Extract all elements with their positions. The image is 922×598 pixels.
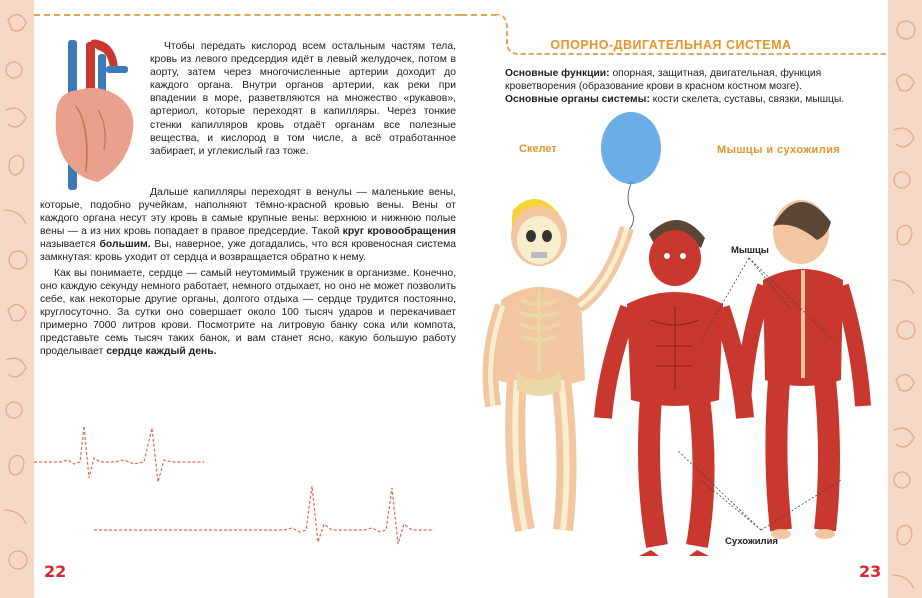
skeleton-label: Скелет — [519, 143, 557, 155]
text-paragraph-1 — [150, 40, 456, 158]
bold-heart-daily: сердце каждый день. — [106, 346, 217, 358]
muscles-label: Мышцы и сухожилия — [717, 144, 841, 156]
bold-circulation-term: круг кровообращения — [342, 226, 457, 238]
paragraph-heart-work-a: Как вы понимаете, сердце — самый неутомимый труженик в организме. Конечно, оно каждую секунду немного работает, немного отдыхает, но оно не может позволить себе, как некоторые другие органы, долгого отдыха — сердце трудится постоянно, круглосуточно. За сутки оно совершает около 100 тысяч ударов и перекачивает примерно 7000 литров крови. Посмотрите на литровую банку сока или компота, представьте семь тысяч таких банок, и вам станет ясно, какую большую работу проделывает — [40, 267, 456, 358]
paragraph-venous-c: Вы, наверное, уже догадались, что вся кровеносная система замкнутая: кровь уходит от сердца и возвращается обратно к нему. — [40, 239, 456, 264]
functions-text: опорная, защитная, двигательная, функция кроветворения (образование крови в красном костном мозге). — [505, 68, 822, 92]
paragraph-heart-work — [40, 267, 456, 359]
right-page — [461, 0, 888, 598]
main-functions — [505, 67, 883, 93]
organ-pattern-icon — [888, 0, 922, 598]
page-number-left: 22 — [44, 562, 67, 581]
paragraph-venous-b: называется — [40, 239, 100, 251]
heart-illustration — [46, 36, 142, 192]
top-dashed-line — [34, 14, 461, 16]
left-page — [34, 0, 461, 598]
right-decorative-strip — [888, 0, 922, 598]
muscles-callout: Мышцы — [731, 245, 769, 256]
anatomy-illustration — [461, 110, 888, 560]
page-number-right: 23 — [859, 562, 882, 581]
balloon-icon — [601, 112, 661, 230]
top-dashed-line-right — [461, 14, 497, 16]
bold-large-term: большим. — [99, 239, 151, 251]
organs-label: Основные органы системы: — [505, 94, 650, 105]
main-organs — [505, 93, 883, 106]
paragraph-arterial: Чтобы передать кислород всем остальным частям тела, кровь из левого предсердия идёт в левый желудочек, потом в аорту, затем через многочисленные артерии доходит до каждого органа. Внутри органов артерии, как реки при впадении в море, разветвляются на множество «рукавов», артериол, которые переходят в капилляры. Через тонкие стенки капилляров кровь отдаёт органам все полезные вещества, и кислород в том числе, а всё отработанное забирает, и углекислый газ тоже. — [150, 41, 456, 157]
organs-text: кости скелета, суставы, связки, мышцы. — [649, 94, 845, 105]
muscle-front-figure — [603, 220, 745, 556]
organ-pattern-icon — [0, 0, 34, 598]
paragraph-venous-a: Дальше капилляры переходят в венулы — маленькие вены, которые, подобно ручейкам, наполняют тёмно-красной кровью вены. Вены от каждого органа несут эту кровь в самые крупные вены: верхнюю и нижнюю полые вены — а из них кровь попадает в правое предсердие. Такой — [40, 187, 456, 238]
left-decorative-strip — [0, 0, 34, 598]
tendons-callout: Сухожилия — [725, 536, 778, 547]
text-paragraph-2 — [40, 186, 456, 358]
functions-label: Основные функции: — [505, 68, 610, 79]
ecg-line-illustration — [34, 420, 461, 550]
section-title: ОПОРНО-ДВИГАТЕЛЬНАЯ СИСТЕМА — [550, 38, 792, 52]
paragraph-venous — [40, 186, 456, 265]
functions-block — [505, 67, 883, 106]
